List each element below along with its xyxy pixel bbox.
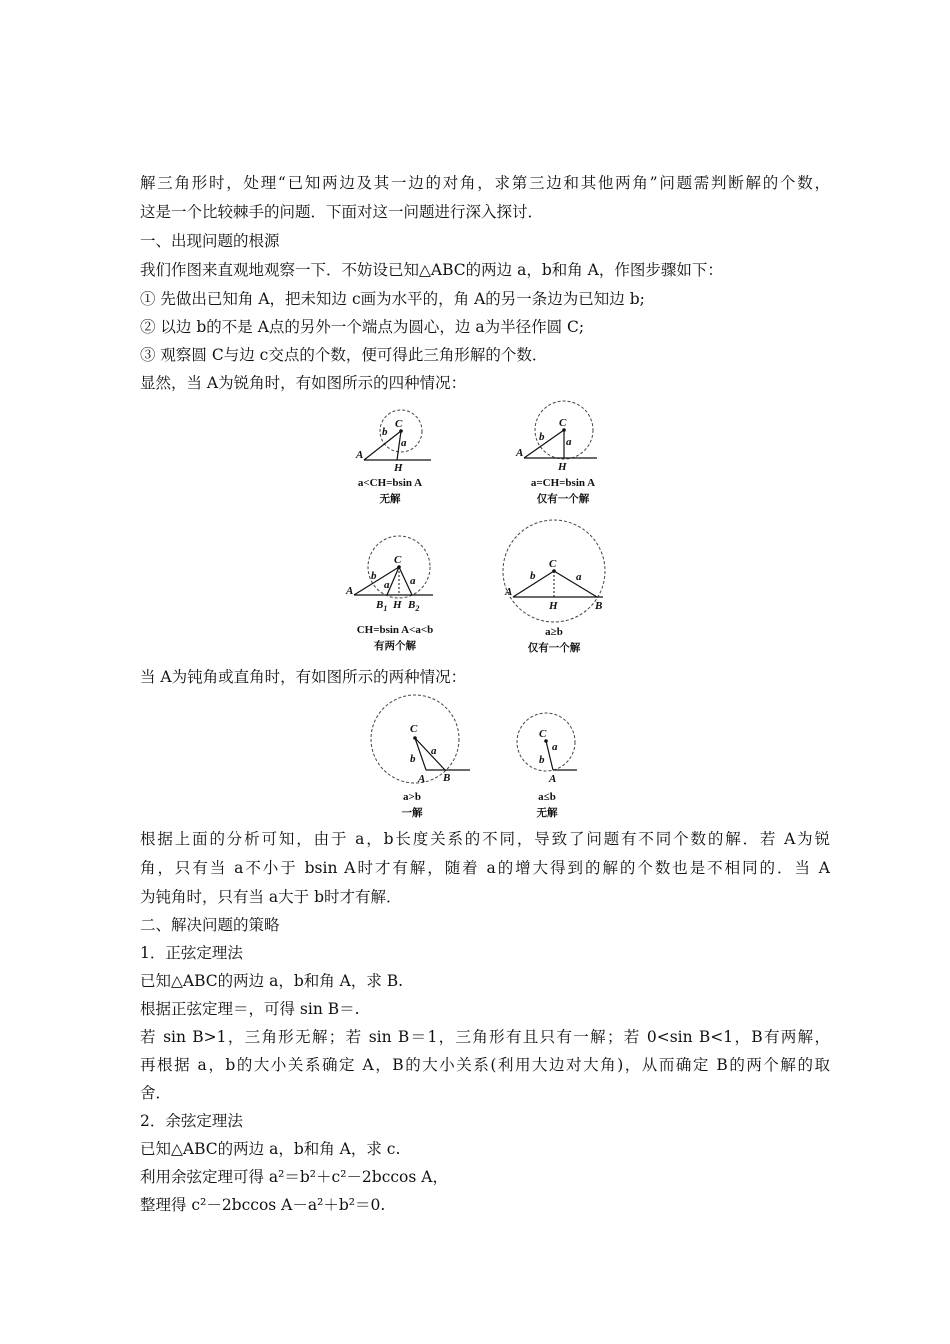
section1-paragraph: 我们作图来直观地观察一下．不妨设已知△ABC的两边 a，b和角 A，作图步骤如下：: [140, 261, 723, 279]
label-b: b: [382, 426, 388, 438]
figure-result: 有两个解: [374, 640, 416, 652]
label-b2: $B_2$: [408, 599, 420, 613]
analysis-line-3: 为钝角时，只有当 a大于 b时才有解．: [140, 888, 402, 906]
label-A: A: [418, 773, 426, 785]
figure-result: 一解: [401, 807, 423, 819]
label-A: A: [516, 447, 524, 459]
method2-line-2: 利用余弦定理可得 a²＝b²＋c²－2bccos A，: [140, 1168, 448, 1186]
figure-condition: a>b: [403, 791, 421, 803]
figure-condition: a≥b: [545, 626, 563, 638]
label-a: a: [384, 579, 390, 591]
figure-obtuse-one-solution: [370, 692, 480, 827]
label-c: C: [539, 728, 547, 740]
label-c: C: [559, 417, 567, 429]
figure-result: 无解: [379, 493, 401, 505]
label-h: H: [549, 600, 558, 612]
label-A: A: [505, 586, 513, 598]
label-h: H: [558, 461, 567, 473]
intro-line-2: 这是一个比较棘手的问题．下面对这一问题进行深入探讨．: [140, 203, 544, 221]
label-b: b: [410, 753, 416, 765]
method1-title: 1．正弦定理法: [140, 944, 243, 962]
label-b: b: [539, 754, 545, 766]
method2-line-1: 已知△ABC的两边 a，b和角 A，求 c.: [140, 1140, 401, 1158]
label-a: a: [552, 741, 558, 753]
label-c: C: [394, 554, 402, 566]
label-b: b: [371, 570, 377, 582]
figure-result: 仅有一个解: [536, 493, 590, 505]
method1-line-1: 已知△ABC的两边 a，b和角 A，求 B.: [140, 972, 404, 990]
figure-result: 无解: [536, 807, 558, 819]
figure-acute-two-solutions: [340, 535, 460, 660]
section1-heading: 一、出现问题的根源: [140, 232, 280, 250]
figure-condition: a=CH=bsin A: [530, 477, 596, 489]
label-c: C: [549, 558, 557, 570]
intro-line-1: 解三角形时，处理“已知两边及其一边的对角，求第三边和其他两角”问题需判断解的个数，: [140, 174, 830, 192]
label-b1: $B_1$: [376, 599, 388, 613]
method1-line-4: 再根据 a，b的大小关系确定 A，B的大小关系(利用大边对大角)，从而确定 B的两个解的取: [140, 1056, 830, 1074]
method2-line-3: 整理得 c²－2bccos A－a²＋b²＝0.: [140, 1196, 386, 1214]
step-3: ③ 观察圆 C与边 c交点的个数，便可得此三角形解的个数．: [140, 346, 548, 364]
label-B: B: [443, 772, 451, 784]
figure-acute-a-ge-b-one-solution: [500, 518, 625, 663]
analysis-line-1: 根据上面的分析可知，由于 a，b长度关系的不同，导致了问题有不同个数的解．若 A为锐: [140, 830, 830, 848]
method1-line-2: 根据正弦定理＝，可得 sin B＝.: [140, 1000, 360, 1018]
label-b: b: [539, 431, 545, 443]
figure-condition: a≤b: [538, 791, 556, 803]
label-c: C: [395, 418, 403, 430]
method1-line-5: 舍．: [140, 1084, 172, 1102]
figure-condition: CH=bsin A<a<b: [356, 624, 434, 636]
label-A: A: [346, 585, 354, 597]
method2-title: 2．余弦定理法: [140, 1112, 243, 1130]
label-a: a: [401, 437, 407, 449]
figure-obtuse-no-solution: [505, 712, 605, 827]
label-a: a: [566, 436, 572, 448]
figure-condition: a<CH=bsin A: [357, 477, 423, 489]
label-a: a: [410, 575, 416, 587]
label-A: A: [356, 449, 364, 461]
step-1: ① 先做出已知角 A，把未知边 c画为水平的，角 A的另一条边为已知边 b;: [140, 290, 645, 308]
section2-heading: 二、解决问题的策略: [140, 916, 280, 934]
label-h: H: [394, 462, 403, 474]
label-B: B: [595, 600, 603, 612]
acute-case-text: 显然，当 A为锐角时，有如图所示的四种情况：: [140, 374, 467, 392]
label-a: a: [431, 745, 437, 757]
figure-result: 仅有一个解: [527, 642, 581, 654]
label-b: b: [530, 570, 536, 582]
obtuse-case-text: 当 A为钝角或直角时，有如图所示的两种情况：: [140, 668, 467, 686]
label-A: A: [549, 773, 557, 785]
label-h: H: [393, 599, 402, 611]
label-c: C: [410, 723, 418, 735]
method1-line-3: 若 sin B>1，三角形无解；若 sin B＝1，三角形有且只有一解；若 0<sin B<1，B有两解，: [140, 1028, 830, 1046]
figure-acute-tangent-one-solution: [510, 400, 620, 510]
analysis-line-2: 角，只有当 a不小于 bsin A时才有解，随着 a的增大得到的解的个数也是不相同的．当 A: [140, 859, 830, 877]
step-2: ② 以边 b的不是 A点的另外一个端点为圆心，边 a为半径作圆 C;: [140, 318, 585, 336]
figure-acute-no-solution: [340, 400, 450, 510]
label-a: a: [576, 571, 582, 583]
